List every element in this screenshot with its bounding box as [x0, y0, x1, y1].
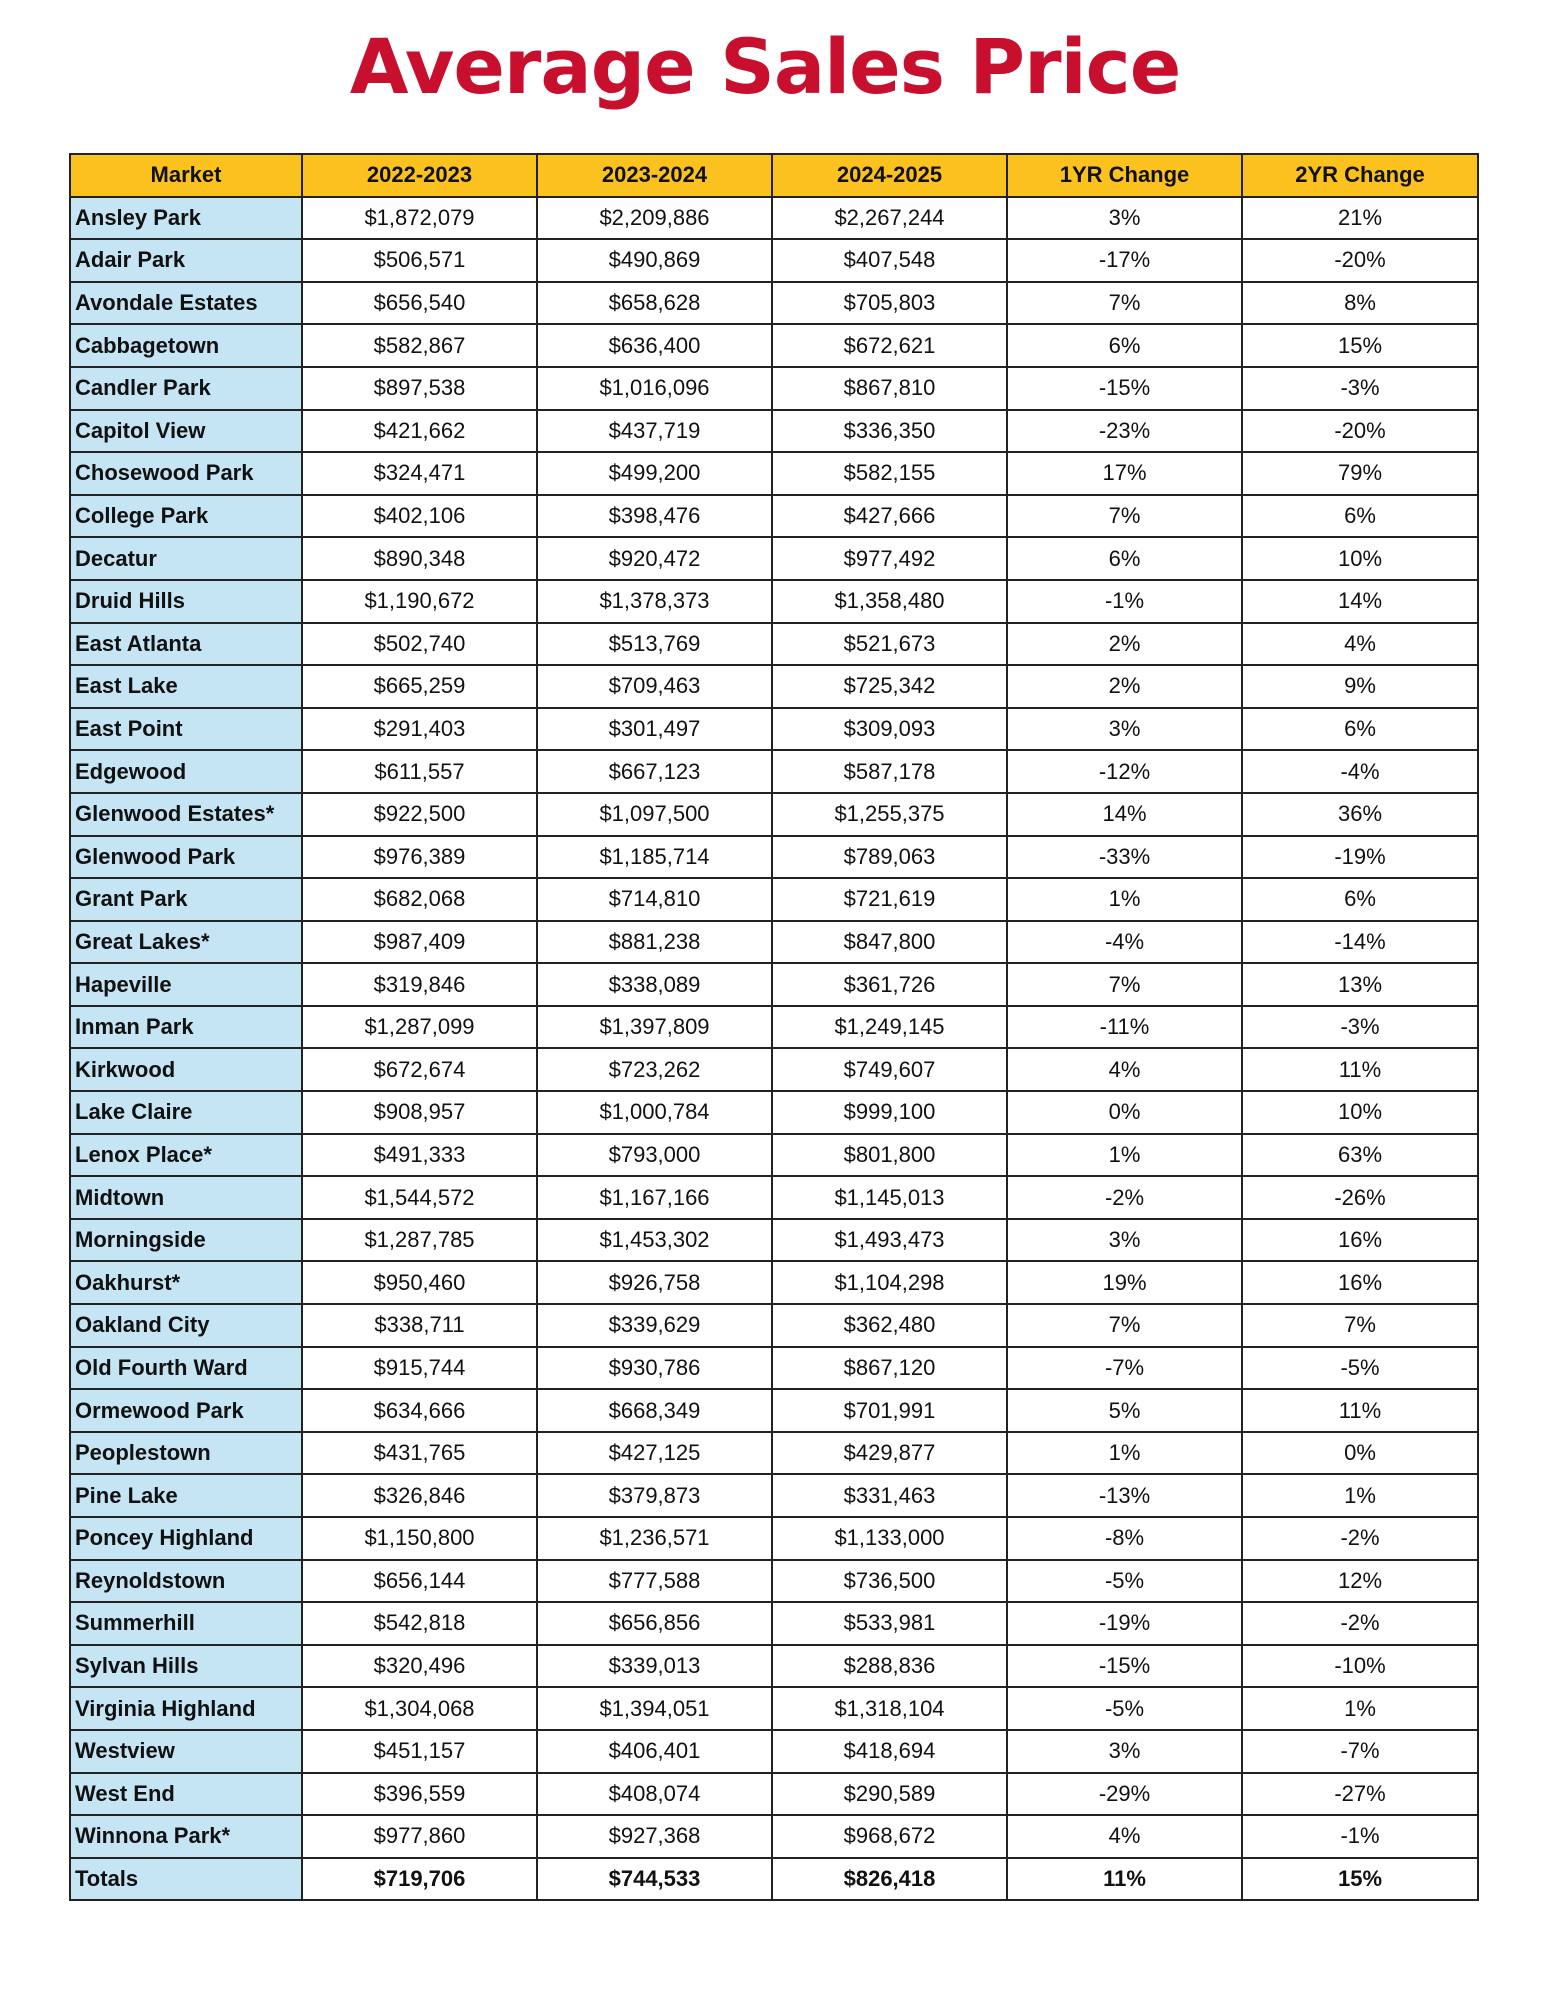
table-row — [70, 367, 1478, 410]
price-2022-2023-cell: $665,259 — [302, 665, 537, 708]
price-2023-2024-cell: $793,000 — [537, 1134, 772, 1177]
price-2023-2024-cell: $714,810 — [537, 878, 772, 921]
change-1yr-cell: 6% — [1007, 537, 1242, 580]
price-2024-2025-cell: $309,093 — [772, 708, 1007, 751]
market-cell: Virginia Highland — [70, 1687, 302, 1730]
price-2023-2024-cell: $406,401 — [537, 1730, 772, 1773]
table-row — [70, 1091, 1478, 1134]
table-row — [70, 580, 1478, 623]
table-row — [70, 1602, 1478, 1645]
change-1yr-cell: 3% — [1007, 1730, 1242, 1773]
change-2yr-cell: 21% — [1242, 197, 1478, 240]
price-2023-2024-cell: $656,856 — [537, 1602, 772, 1645]
change-1yr-cell: -12% — [1007, 750, 1242, 793]
price-2022-2023-cell: $491,333 — [302, 1134, 537, 1177]
price-2023-2024-cell: $490,869 — [537, 239, 772, 282]
price-2022-2023-cell: $338,711 — [302, 1304, 537, 1347]
price-2023-2024-cell: $1,453,302 — [537, 1219, 772, 1262]
price-2022-2023-cell: $402,106 — [302, 495, 537, 538]
price-2024-2025-cell: $407,548 — [772, 239, 1007, 282]
change-2yr-cell: 11% — [1242, 1048, 1478, 1091]
column-header-2yr-change: 2YR Change — [1242, 154, 1478, 197]
table-row — [70, 1176, 1478, 1219]
change-1yr-cell: 2% — [1007, 623, 1242, 666]
price-2024-2025-cell: $749,607 — [772, 1048, 1007, 1091]
table-row — [70, 1389, 1478, 1432]
change-2yr-cell: 36% — [1242, 793, 1478, 836]
price-2024-2025-cell: $826,418 — [772, 1858, 1007, 1901]
price-2022-2023-cell: $987,409 — [302, 921, 537, 964]
price-2023-2024-cell: $777,588 — [537, 1560, 772, 1603]
change-2yr-cell: -7% — [1242, 1730, 1478, 1773]
price-2022-2023-cell: $976,389 — [302, 836, 537, 879]
price-2023-2024-cell: $927,368 — [537, 1815, 772, 1858]
price-2022-2023-cell: $1,287,785 — [302, 1219, 537, 1262]
change-2yr-cell: 1% — [1242, 1687, 1478, 1730]
price-2022-2023-cell: $656,540 — [302, 282, 537, 325]
price-2024-2025-cell: $331,463 — [772, 1474, 1007, 1517]
price-2024-2025-cell: $429,877 — [772, 1432, 1007, 1475]
change-2yr-cell: 6% — [1242, 495, 1478, 538]
table-row — [70, 1432, 1478, 1475]
change-1yr-cell: -15% — [1007, 1645, 1242, 1688]
price-2024-2025-cell: $521,673 — [772, 623, 1007, 666]
price-2023-2024-cell: $2,209,886 — [537, 197, 772, 240]
table-row — [70, 878, 1478, 921]
change-1yr-cell: -2% — [1007, 1176, 1242, 1219]
price-2023-2024-cell: $379,873 — [537, 1474, 772, 1517]
change-2yr-cell: 14% — [1242, 580, 1478, 623]
table-row — [70, 708, 1478, 751]
price-2024-2025-cell: $533,981 — [772, 1602, 1007, 1645]
price-2023-2024-cell: $1,000,784 — [537, 1091, 772, 1134]
price-2022-2023-cell: $324,471 — [302, 452, 537, 495]
market-cell: Chosewood Park — [70, 452, 302, 495]
change-1yr-cell: 3% — [1007, 708, 1242, 751]
price-2022-2023-cell: $542,818 — [302, 1602, 537, 1645]
price-2023-2024-cell: $1,394,051 — [537, 1687, 772, 1730]
change-2yr-cell: -20% — [1242, 410, 1478, 453]
price-2024-2025-cell: $427,666 — [772, 495, 1007, 538]
market-cell: Peoplestown — [70, 1432, 302, 1475]
market-cell: Kirkwood — [70, 1048, 302, 1091]
price-2023-2024-cell: $1,397,809 — [537, 1006, 772, 1049]
table-row — [70, 1304, 1478, 1347]
change-2yr-cell: -5% — [1242, 1347, 1478, 1390]
change-1yr-cell: 17% — [1007, 452, 1242, 495]
change-1yr-cell: 3% — [1007, 197, 1242, 240]
market-cell: East Atlanta — [70, 623, 302, 666]
price-2022-2023-cell: $634,666 — [302, 1389, 537, 1432]
change-2yr-cell: -26% — [1242, 1176, 1478, 1219]
change-2yr-cell: -3% — [1242, 1006, 1478, 1049]
market-cell: College Park — [70, 495, 302, 538]
change-1yr-cell: -13% — [1007, 1474, 1242, 1517]
change-1yr-cell: 4% — [1007, 1815, 1242, 1858]
table-row — [70, 1134, 1478, 1177]
price-2023-2024-cell: $744,533 — [537, 1858, 772, 1901]
table-row — [70, 1261, 1478, 1304]
change-1yr-cell: -15% — [1007, 367, 1242, 410]
price-2022-2023-cell: $431,765 — [302, 1432, 537, 1475]
change-1yr-cell: -5% — [1007, 1560, 1242, 1603]
price-2022-2023-cell: $1,150,800 — [302, 1517, 537, 1560]
change-2yr-cell: 6% — [1242, 878, 1478, 921]
market-cell: East Lake — [70, 665, 302, 708]
change-2yr-cell: -3% — [1242, 367, 1478, 410]
table-row — [70, 921, 1478, 964]
price-2022-2023-cell: $326,846 — [302, 1474, 537, 1517]
market-cell: Ansley Park — [70, 197, 302, 240]
change-2yr-cell: 16% — [1242, 1219, 1478, 1262]
price-2024-2025-cell: $1,493,473 — [772, 1219, 1007, 1262]
change-2yr-cell: 8% — [1242, 282, 1478, 325]
price-2023-2024-cell: $1,016,096 — [537, 367, 772, 410]
change-2yr-cell: 0% — [1242, 1432, 1478, 1475]
price-2023-2024-cell: $437,719 — [537, 410, 772, 453]
change-1yr-cell: -8% — [1007, 1517, 1242, 1560]
market-cell: Candler Park — [70, 367, 302, 410]
table-row — [70, 1347, 1478, 1390]
price-2022-2023-cell: $421,662 — [302, 410, 537, 453]
change-2yr-cell: 6% — [1242, 708, 1478, 751]
price-2022-2023-cell: $611,557 — [302, 750, 537, 793]
market-cell: Hapeville — [70, 963, 302, 1006]
price-2023-2024-cell: $723,262 — [537, 1048, 772, 1091]
price-2024-2025-cell: $361,726 — [772, 963, 1007, 1006]
table-row — [70, 1645, 1478, 1688]
price-2024-2025-cell: $867,120 — [772, 1347, 1007, 1390]
change-1yr-cell: -7% — [1007, 1347, 1242, 1390]
price-2023-2024-cell: $920,472 — [537, 537, 772, 580]
price-2022-2023-cell: $890,348 — [302, 537, 537, 580]
change-1yr-cell: 5% — [1007, 1389, 1242, 1432]
price-2023-2024-cell: $1,097,500 — [537, 793, 772, 836]
table-row — [70, 1687, 1478, 1730]
change-2yr-cell: 63% — [1242, 1134, 1478, 1177]
price-2024-2025-cell: $2,267,244 — [772, 197, 1007, 240]
change-2yr-cell: 79% — [1242, 452, 1478, 495]
price-2024-2025-cell: $867,810 — [772, 367, 1007, 410]
market-cell: Edgewood — [70, 750, 302, 793]
price-2024-2025-cell: $1,145,013 — [772, 1176, 1007, 1219]
market-cell: Ormewood Park — [70, 1389, 302, 1432]
table-row — [70, 410, 1478, 453]
market-cell: Great Lakes* — [70, 921, 302, 964]
change-2yr-cell: 4% — [1242, 623, 1478, 666]
market-cell: Old Fourth Ward — [70, 1347, 302, 1390]
table-row — [70, 1048, 1478, 1091]
totals-row — [70, 1858, 1478, 1901]
change-1yr-cell: -1% — [1007, 580, 1242, 623]
price-2023-2024-cell: $1,185,714 — [537, 836, 772, 879]
price-2024-2025-cell: $672,621 — [772, 324, 1007, 367]
price-2024-2025-cell: $288,836 — [772, 1645, 1007, 1688]
change-2yr-cell: 10% — [1242, 1091, 1478, 1134]
change-2yr-cell: -19% — [1242, 836, 1478, 879]
price-2023-2024-cell: $499,200 — [537, 452, 772, 495]
market-cell: Summerhill — [70, 1602, 302, 1645]
price-2022-2023-cell: $396,559 — [302, 1773, 537, 1816]
price-2024-2025-cell: $999,100 — [772, 1091, 1007, 1134]
table-row — [70, 282, 1478, 325]
price-2024-2025-cell: $789,063 — [772, 836, 1007, 879]
price-2024-2025-cell: $336,350 — [772, 410, 1007, 453]
table-row — [70, 665, 1478, 708]
market-cell: Decatur — [70, 537, 302, 580]
change-1yr-cell: -4% — [1007, 921, 1242, 964]
price-2023-2024-cell: $658,628 — [537, 282, 772, 325]
price-2024-2025-cell: $587,178 — [772, 750, 1007, 793]
column-header-2024-2025: 2024-2025 — [772, 154, 1007, 197]
change-2yr-cell: -1% — [1242, 1815, 1478, 1858]
change-1yr-cell: 7% — [1007, 495, 1242, 538]
market-cell: Lenox Place* — [70, 1134, 302, 1177]
price-2022-2023-cell: $656,144 — [302, 1560, 537, 1603]
price-2024-2025-cell: $1,358,480 — [772, 580, 1007, 623]
table-row — [70, 1773, 1478, 1816]
market-cell: Glenwood Estates* — [70, 793, 302, 836]
price-2024-2025-cell: $968,672 — [772, 1815, 1007, 1858]
change-2yr-cell: 11% — [1242, 1389, 1478, 1432]
price-2023-2024-cell: $398,476 — [537, 495, 772, 538]
market-cell: Glenwood Park — [70, 836, 302, 879]
price-2023-2024-cell: $636,400 — [537, 324, 772, 367]
change-1yr-cell: 1% — [1007, 1432, 1242, 1475]
sales-price-table — [69, 153, 1479, 1901]
table-row — [70, 1560, 1478, 1603]
change-2yr-cell: -4% — [1242, 750, 1478, 793]
price-2022-2023-cell: $950,460 — [302, 1261, 537, 1304]
price-2022-2023-cell: $897,538 — [302, 367, 537, 410]
table-row — [70, 793, 1478, 836]
table-row — [70, 239, 1478, 282]
table-row — [70, 1815, 1478, 1858]
change-1yr-cell: 14% — [1007, 793, 1242, 836]
price-2022-2023-cell: $682,068 — [302, 878, 537, 921]
market-cell: Morningside — [70, 1219, 302, 1262]
table-row — [70, 1006, 1478, 1049]
price-2022-2023-cell: $1,287,099 — [302, 1006, 537, 1049]
market-cell: Sylvan Hills — [70, 1645, 302, 1688]
change-2yr-cell: -14% — [1242, 921, 1478, 964]
change-1yr-cell: -29% — [1007, 1773, 1242, 1816]
change-2yr-cell: 16% — [1242, 1261, 1478, 1304]
price-2024-2025-cell: $801,800 — [772, 1134, 1007, 1177]
change-2yr-cell: 7% — [1242, 1304, 1478, 1347]
change-1yr-cell: 7% — [1007, 1304, 1242, 1347]
market-cell: Cabbagetown — [70, 324, 302, 367]
price-2022-2023-cell: $506,571 — [302, 239, 537, 282]
market-cell: Midtown — [70, 1176, 302, 1219]
price-2022-2023-cell: $922,500 — [302, 793, 537, 836]
market-cell: East Point — [70, 708, 302, 751]
price-2024-2025-cell: $705,803 — [772, 282, 1007, 325]
price-2022-2023-cell: $582,867 — [302, 324, 537, 367]
market-cell: Druid Hills — [70, 580, 302, 623]
change-1yr-cell: -19% — [1007, 1602, 1242, 1645]
change-1yr-cell: -5% — [1007, 1687, 1242, 1730]
table-row — [70, 495, 1478, 538]
change-2yr-cell: 10% — [1242, 537, 1478, 580]
price-2022-2023-cell: $719,706 — [302, 1858, 537, 1901]
price-2022-2023-cell: $1,872,079 — [302, 197, 537, 240]
table-row — [70, 1219, 1478, 1262]
price-2023-2024-cell: $513,769 — [537, 623, 772, 666]
market-cell: Grant Park — [70, 878, 302, 921]
change-1yr-cell: 1% — [1007, 878, 1242, 921]
change-1yr-cell: 7% — [1007, 963, 1242, 1006]
price-2022-2023-cell: $291,403 — [302, 708, 537, 751]
change-1yr-cell: -33% — [1007, 836, 1242, 879]
price-2024-2025-cell: $1,133,000 — [772, 1517, 1007, 1560]
change-1yr-cell: 4% — [1007, 1048, 1242, 1091]
price-2024-2025-cell: $290,589 — [772, 1773, 1007, 1816]
change-2yr-cell: -27% — [1242, 1773, 1478, 1816]
price-2024-2025-cell: $736,500 — [772, 1560, 1007, 1603]
market-cell: Reynoldstown — [70, 1560, 302, 1603]
table-row — [70, 623, 1478, 666]
price-2024-2025-cell: $977,492 — [772, 537, 1007, 580]
page-title: Average Sales Price — [349, 22, 1181, 111]
market-cell: Winnona Park* — [70, 1815, 302, 1858]
price-2023-2024-cell: $338,089 — [537, 963, 772, 1006]
market-cell: Poncey Highland — [70, 1517, 302, 1560]
table-row — [70, 836, 1478, 879]
change-1yr-cell: -11% — [1007, 1006, 1242, 1049]
table-header-row — [70, 154, 1478, 197]
table-row — [70, 1474, 1478, 1517]
column-header-1yr-change: 1YR Change — [1007, 154, 1242, 197]
change-2yr-cell: -2% — [1242, 1517, 1478, 1560]
market-cell: West End — [70, 1773, 302, 1816]
price-2023-2024-cell: $1,167,166 — [537, 1176, 772, 1219]
price-2022-2023-cell: $319,846 — [302, 963, 537, 1006]
price-2023-2024-cell: $667,123 — [537, 750, 772, 793]
price-2022-2023-cell: $908,957 — [302, 1091, 537, 1134]
price-2024-2025-cell: $1,318,104 — [772, 1687, 1007, 1730]
change-2yr-cell: 15% — [1242, 1858, 1478, 1901]
price-2022-2023-cell: $672,674 — [302, 1048, 537, 1091]
price-2024-2025-cell: $721,619 — [772, 878, 1007, 921]
price-2024-2025-cell: $847,800 — [772, 921, 1007, 964]
change-1yr-cell: 3% — [1007, 1219, 1242, 1262]
price-2023-2024-cell: $1,378,373 — [537, 580, 772, 623]
price-2024-2025-cell: $362,480 — [772, 1304, 1007, 1347]
change-2yr-cell: -10% — [1242, 1645, 1478, 1688]
change-2yr-cell: -2% — [1242, 1602, 1478, 1645]
price-2024-2025-cell: $1,255,375 — [772, 793, 1007, 836]
change-2yr-cell: 12% — [1242, 1560, 1478, 1603]
price-2023-2024-cell: $709,463 — [537, 665, 772, 708]
table-row — [70, 537, 1478, 580]
change-1yr-cell: 19% — [1007, 1261, 1242, 1304]
column-header-market: Market — [70, 154, 302, 197]
price-2024-2025-cell: $725,342 — [772, 665, 1007, 708]
price-2024-2025-cell: $1,249,145 — [772, 1006, 1007, 1049]
price-2023-2024-cell: $339,013 — [537, 1645, 772, 1688]
change-1yr-cell: 6% — [1007, 324, 1242, 367]
market-cell: Totals — [70, 1858, 302, 1901]
change-2yr-cell: 13% — [1242, 963, 1478, 1006]
price-2023-2024-cell: $881,238 — [537, 921, 772, 964]
price-2022-2023-cell: $915,744 — [302, 1347, 537, 1390]
market-cell: Westview — [70, 1730, 302, 1773]
table-row — [70, 750, 1478, 793]
price-2022-2023-cell: $1,190,672 — [302, 580, 537, 623]
price-2024-2025-cell: $701,991 — [772, 1389, 1007, 1432]
price-2022-2023-cell: $1,544,572 — [302, 1176, 537, 1219]
market-cell: Pine Lake — [70, 1474, 302, 1517]
price-2023-2024-cell: $301,497 — [537, 708, 772, 751]
column-header-2023-2024: 2023-2024 — [537, 154, 772, 197]
price-2022-2023-cell: $1,304,068 — [302, 1687, 537, 1730]
market-cell: Oakhurst* — [70, 1261, 302, 1304]
price-2023-2024-cell: $930,786 — [537, 1347, 772, 1390]
market-cell: Lake Claire — [70, 1091, 302, 1134]
change-1yr-cell: 7% — [1007, 282, 1242, 325]
change-1yr-cell: -23% — [1007, 410, 1242, 453]
price-2022-2023-cell: $451,157 — [302, 1730, 537, 1773]
change-2yr-cell: 15% — [1242, 324, 1478, 367]
price-2024-2025-cell: $1,104,298 — [772, 1261, 1007, 1304]
price-2024-2025-cell: $582,155 — [772, 452, 1007, 495]
price-2023-2024-cell: $668,349 — [537, 1389, 772, 1432]
market-cell: Adair Park — [70, 239, 302, 282]
change-1yr-cell: 11% — [1007, 1858, 1242, 1901]
table-row — [70, 452, 1478, 495]
price-2022-2023-cell: $977,860 — [302, 1815, 537, 1858]
table-body — [70, 197, 1478, 1901]
table-row — [70, 197, 1478, 240]
price-2023-2024-cell: $926,758 — [537, 1261, 772, 1304]
change-1yr-cell: 1% — [1007, 1134, 1242, 1177]
change-1yr-cell: -17% — [1007, 239, 1242, 282]
market-cell: Inman Park — [70, 1006, 302, 1049]
price-2022-2023-cell: $320,496 — [302, 1645, 537, 1688]
price-2023-2024-cell: $427,125 — [537, 1432, 772, 1475]
table-row — [70, 963, 1478, 1006]
price-2024-2025-cell: $418,694 — [772, 1730, 1007, 1773]
change-1yr-cell: 0% — [1007, 1091, 1242, 1134]
price-2023-2024-cell: $1,236,571 — [537, 1517, 772, 1560]
price-2023-2024-cell: $408,074 — [537, 1773, 772, 1816]
table-row — [70, 1517, 1478, 1560]
table-row — [70, 324, 1478, 367]
change-2yr-cell: -20% — [1242, 239, 1478, 282]
change-2yr-cell: 9% — [1242, 665, 1478, 708]
change-2yr-cell: 1% — [1242, 1474, 1478, 1517]
change-1yr-cell: 2% — [1007, 665, 1242, 708]
table-row — [70, 1730, 1478, 1773]
column-header-2022-2023: 2022-2023 — [302, 154, 537, 197]
price-2023-2024-cell: $339,629 — [537, 1304, 772, 1347]
price-2022-2023-cell: $502,740 — [302, 623, 537, 666]
market-cell: Avondale Estates — [70, 282, 302, 325]
market-cell: Capitol View — [70, 410, 302, 453]
market-cell: Oakland City — [70, 1304, 302, 1347]
